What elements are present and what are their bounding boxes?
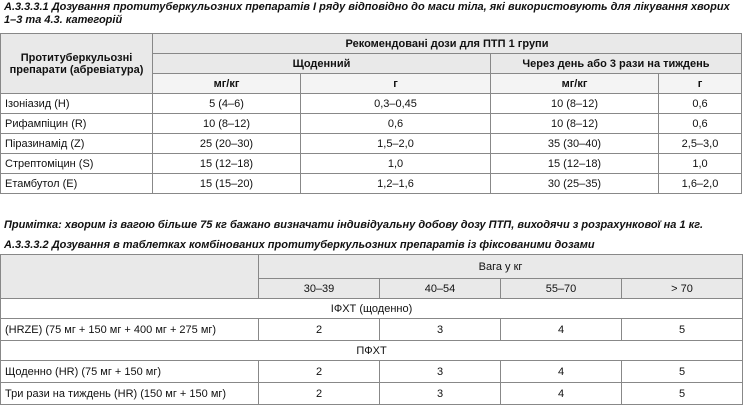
- drug-name: Ізоніазид (H): [1, 94, 153, 114]
- daily-mgkg-cell: 10 (8–12): [153, 114, 301, 134]
- table-row: [1, 154, 742, 174]
- note-per: 1 кг.: [679, 219, 704, 231]
- intermittent-mgkg-cell: 15 (12–18): [491, 154, 659, 174]
- drug-name: Етамбутол (E): [1, 174, 153, 194]
- unit-mgkg-header: мг/кг: [491, 74, 659, 94]
- tablet-count: 4: [501, 383, 622, 405]
- tablet-count: 3: [380, 383, 501, 405]
- drug-column-header: Протитуберкульозні препарати (абревіатура): [1, 34, 153, 94]
- drug-name: Піразинамід (Z): [1, 134, 153, 154]
- note-weight: 75 кг: [200, 219, 227, 231]
- daily-header: Щоденний: [153, 54, 491, 74]
- intermittent-g-cell: 1,0: [659, 154, 742, 174]
- section-pfdc-header: ПФХТ: [1, 341, 743, 361]
- table-row: [1, 114, 742, 134]
- table-row: [1, 361, 743, 383]
- recommended-doses-header: Рекомендовані дози для ПТП 1 групи: [153, 34, 742, 54]
- table1-note: [4, 219, 744, 232]
- table-row: [1, 383, 743, 405]
- regimen-label: Щоденно (HR) (75 мг + 150 мг): [1, 361, 259, 383]
- intermittent-g-cell: 2,5–3,0: [659, 134, 742, 154]
- weight-band: 30–39: [259, 279, 380, 299]
- intermittent-mgkg-cell: 35 (30–40): [491, 134, 659, 154]
- table-row: [1, 134, 742, 154]
- table-row: [1, 319, 743, 341]
- drug-name: Рифампіцин (R): [1, 114, 153, 134]
- tablet-count: 2: [259, 383, 380, 405]
- daily-g-cell: 1,5–2,0: [301, 134, 491, 154]
- daily-g-cell: 0,6: [301, 114, 491, 134]
- tablet-count: 5: [622, 319, 743, 341]
- drug-name: Стрептоміцин (S): [1, 154, 153, 174]
- intermittent-mgkg-cell: 30 (25–35): [491, 174, 659, 194]
- table1-caption: А.3.3.3.1 Дозування протитуберкульозних препаратів І ряду відповідно до маси тіла, які використовують для лікування хворих 1–3 та 4.3. категорій: [4, 1, 730, 26]
- tablet-count: 2: [259, 361, 380, 383]
- intermittent-header: Через день або 3 рази на тиждень: [491, 54, 742, 74]
- tablet-count: 4: [501, 319, 622, 341]
- regimen-label: (HRZE) (75 мг + 150 мг + 400 мг + 275 мг): [1, 319, 259, 341]
- unit-mgkg-header: мг/кг: [153, 74, 301, 94]
- fdc-dosage-table: [0, 254, 743, 405]
- daily-mgkg-cell: 5 (4–6): [153, 94, 301, 114]
- daily-g-cell: 0,3–0,45: [301, 94, 491, 114]
- daily-mgkg-cell: 15 (12–18): [153, 154, 301, 174]
- section-ifdc-header: ІФХТ (щоденно): [1, 299, 743, 319]
- tablet-count: 5: [622, 383, 743, 405]
- table-row: [1, 94, 742, 114]
- intermittent-g-cell: 0,6: [659, 114, 742, 134]
- intermittent-mgkg-cell: 10 (8–12): [491, 94, 659, 114]
- daily-g-cell: 1,0: [301, 154, 491, 174]
- weight-header: Вага у кг: [259, 255, 743, 279]
- daily-mgkg-cell: 25 (20–30): [153, 134, 301, 154]
- regimen-label: Три рази на тиждень (HR) (150 мг + 150 мг): [1, 383, 259, 405]
- weight-band: > 70: [622, 279, 743, 299]
- tablet-count: 3: [380, 319, 501, 341]
- daily-g-cell: 1,2–1,6: [301, 174, 491, 194]
- tablet-count: 5: [622, 361, 743, 383]
- intermittent-g-cell: 1,6–2,0: [659, 174, 742, 194]
- table2-caption: А.3.3.3.2 Дозування в таблетках комбінованих протитуберкульозних препаратів із фіксованими дозами: [4, 239, 595, 251]
- intermittent-g-cell: 0,6: [659, 94, 742, 114]
- note-text: бажано визначати індивідуальну добову дозу ПТП, виходячи з розрахункової на: [229, 219, 677, 231]
- note-prefix: Примітка: хворим із вагою більше: [4, 219, 198, 231]
- weight-band: 40–54: [380, 279, 501, 299]
- unit-g-header: г: [301, 74, 491, 94]
- tablet-count: 4: [501, 361, 622, 383]
- daily-mgkg-cell: 15 (15–20): [153, 174, 301, 194]
- tablet-count: 2: [259, 319, 380, 341]
- table-row: [1, 174, 742, 194]
- unit-g-header: г: [659, 74, 742, 94]
- weight-band: 55–70: [501, 279, 622, 299]
- table2-corner-cell: [1, 255, 259, 299]
- tablet-count: 3: [380, 361, 501, 383]
- dosage-by-weight-table: [0, 33, 742, 194]
- intermittent-mgkg-cell: 10 (8–12): [491, 114, 659, 134]
